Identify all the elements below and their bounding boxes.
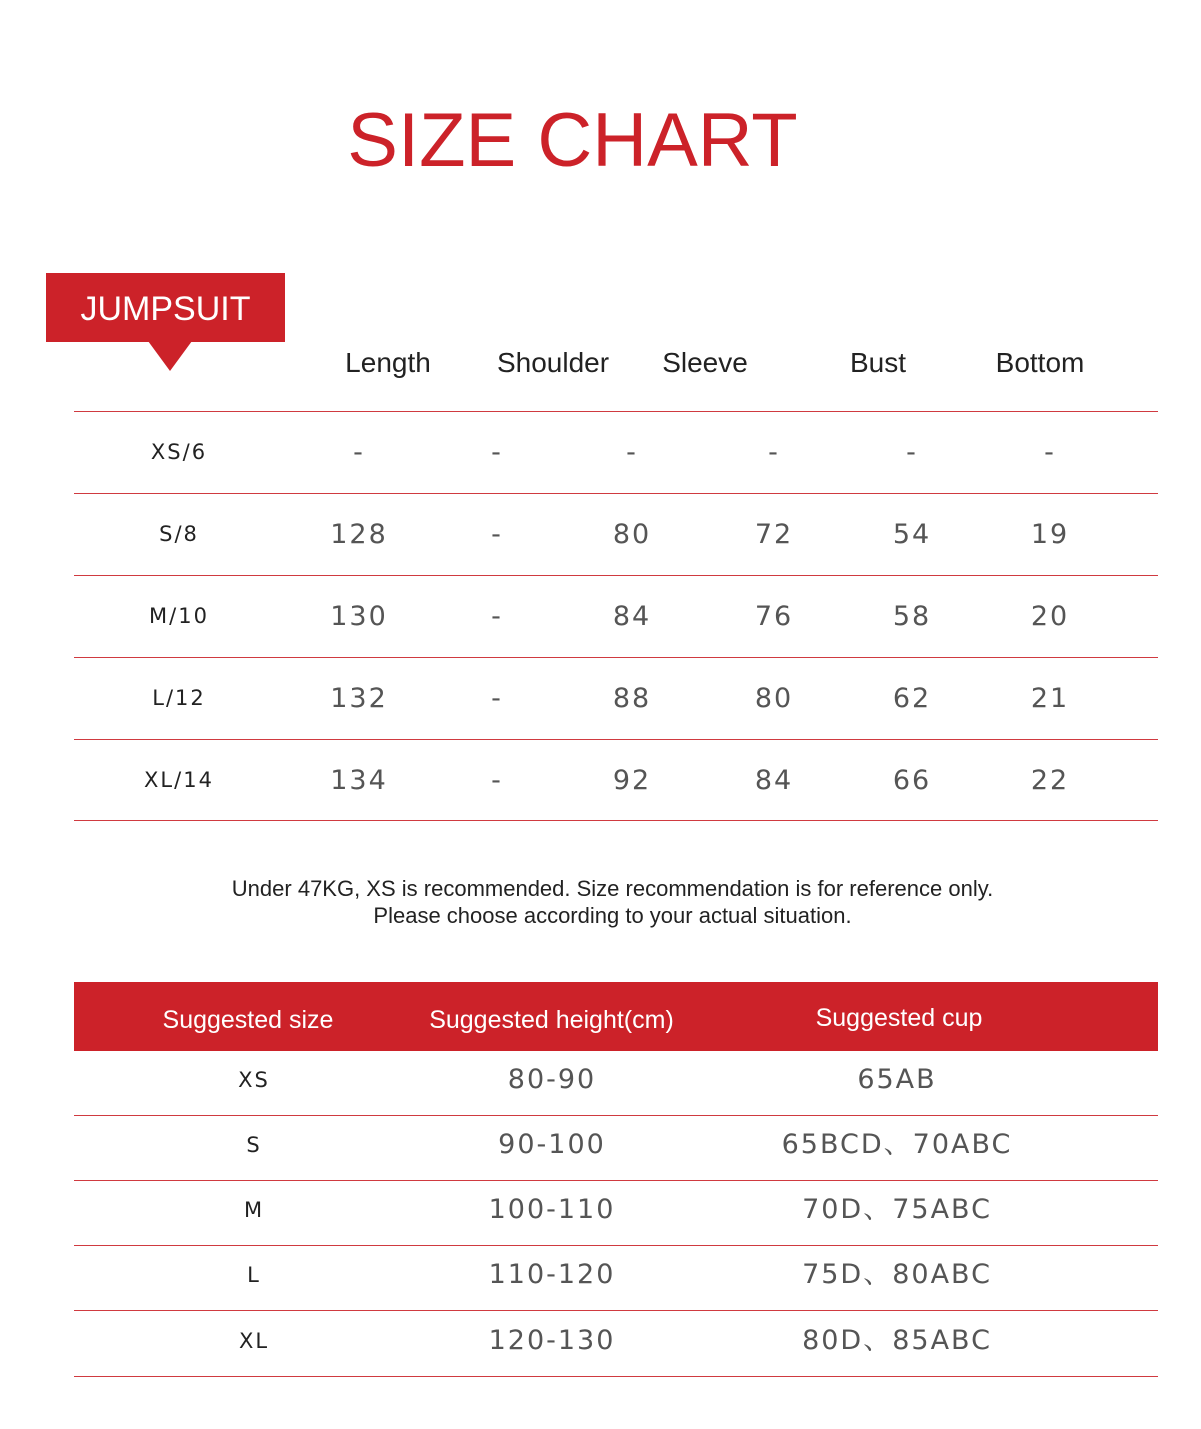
size-label: L/12	[152, 686, 206, 710]
note-line-2: Please choose according to your actual situation.	[373, 903, 852, 928]
cell-col5: 54	[892, 519, 932, 550]
cell-col5: 58	[892, 601, 932, 632]
table-row	[74, 657, 1158, 739]
suggested-height: 100-110	[488, 1194, 616, 1225]
page-title: SIZE CHART	[347, 98, 798, 183]
suggested-cup: 80D、85ABC	[802, 1325, 992, 1356]
cell-length: -	[353, 437, 365, 468]
table-row	[74, 1181, 1158, 1246]
cell-sleeve: -	[626, 437, 638, 468]
cell-bust: 80	[754, 683, 794, 714]
cell-bottom: 20	[1030, 601, 1070, 632]
size-label: M/10	[149, 604, 209, 628]
size-label: XL/14	[144, 768, 214, 792]
cell-length: 132	[330, 683, 388, 714]
cell-shoulder: -	[491, 437, 503, 468]
suggestion-table-header	[74, 982, 1158, 1051]
table-row	[74, 1051, 1158, 1116]
suggested-cup: 75D、80ABC	[802, 1259, 992, 1290]
cell-bottom: 22	[1030, 765, 1070, 796]
header-suggested-height: Suggested height(cm)	[429, 1006, 674, 1034]
suggested-size: S	[246, 1133, 262, 1157]
size-label: XS/6	[150, 440, 208, 464]
suggested-size: M	[243, 1198, 265, 1222]
table-row	[74, 1312, 1158, 1377]
suggested-cup: 65AB	[857, 1064, 937, 1095]
cell-bust: -	[768, 437, 780, 468]
suggested-height: 110-120	[488, 1259, 616, 1290]
suggested-size: XS	[238, 1068, 270, 1092]
table-row	[74, 493, 1158, 575]
cell-length: 128	[330, 519, 388, 550]
header-suggested-size: Suggested size	[162, 1006, 334, 1034]
table-row	[74, 411, 1158, 493]
cell-shoulder: -	[491, 519, 503, 550]
header-bust: Bust	[849, 347, 907, 378]
cell-col5: 62	[892, 683, 932, 714]
note-line-1: Under 47KG, XS is recommended. Size recommendation is for reference only.	[231, 876, 994, 901]
section-tag: JUMPSUIT	[46, 273, 285, 342]
suggested-height: 120-130	[488, 1325, 616, 1356]
size-label: S/8	[159, 522, 199, 546]
cell-sleeve: 88	[612, 683, 652, 714]
header-shoulder: Shoulder	[496, 347, 610, 378]
table-row	[74, 575, 1158, 657]
header-bottom: Bottom	[995, 347, 1085, 378]
suggested-size: L	[247, 1263, 261, 1287]
header-suggested-cup: Suggested cup	[815, 1004, 983, 1032]
suggested-cup: 70D、75ABC	[802, 1194, 992, 1225]
cell-bottom: 19	[1030, 519, 1070, 550]
cell-shoulder: -	[491, 765, 503, 796]
table-row	[74, 1116, 1158, 1181]
tag-pointer	[148, 341, 192, 371]
cell-shoulder: -	[491, 683, 503, 714]
cell-sleeve: 84	[612, 601, 652, 632]
cell-col5: -	[906, 437, 918, 468]
cell-sleeve: 80	[612, 519, 652, 550]
cell-bottom: -	[1044, 437, 1056, 468]
cell-bust: 84	[754, 765, 794, 796]
table-row	[74, 739, 1158, 821]
cell-bottom: 21	[1030, 683, 1070, 714]
cell-shoulder: -	[491, 601, 503, 632]
cell-bust: 76	[754, 601, 794, 632]
cell-length: 134	[330, 765, 388, 796]
suggested-cup: 65BCD、70ABC	[781, 1129, 1013, 1160]
header-length: Length	[345, 347, 431, 378]
cell-sleeve: 92	[612, 765, 652, 796]
suggested-height: 80-90	[507, 1064, 597, 1095]
cell-col5: 66	[892, 765, 932, 796]
suggested-height: 90-100	[498, 1129, 606, 1160]
suggested-size: XL	[238, 1329, 270, 1353]
header-sleeve: Sleeve	[662, 347, 748, 378]
cell-length: 130	[330, 601, 388, 632]
cell-bust: 72	[754, 519, 794, 550]
table-row	[74, 1246, 1158, 1311]
